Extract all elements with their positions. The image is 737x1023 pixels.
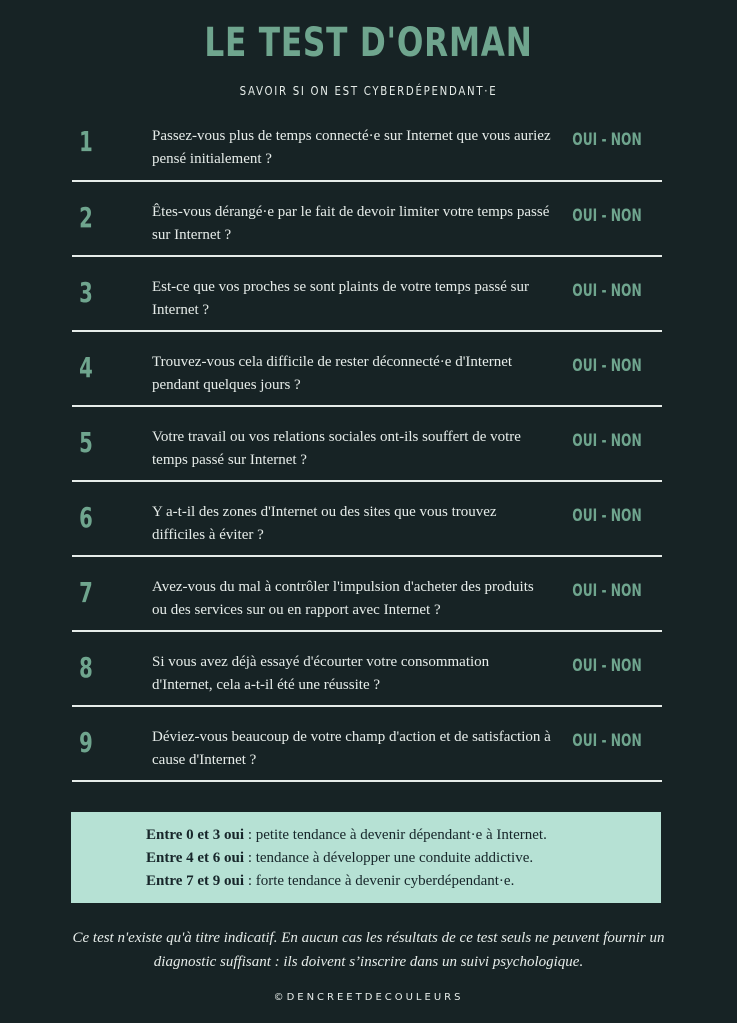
question-row-3	[72, 257, 662, 332]
answer-options: OUI - NON	[572, 506, 642, 526]
result-description: : tendance à développer une conduite addictive.	[244, 850, 534, 866]
page-title: LE TEST D'ORMAN	[204, 20, 533, 66]
result-range: Entre 7 et 9 oui	[146, 873, 245, 889]
question-text: Est-ce que vos proches se sont plaints de votre temps passé sur Internet ?	[152, 279, 529, 318]
answer-options: OUI - NON	[572, 431, 642, 451]
answer-options: OUI - NON	[572, 206, 642, 226]
question-row-4	[72, 332, 662, 407]
question-text: Si vous avez déjà essayé d'écourter votre consommation d'Internet, cela a-t-il été une réussite ?	[152, 654, 490, 693]
answer-options: OUI - NON	[572, 356, 642, 376]
question-number: 3	[79, 276, 93, 309]
result-description: : petite tendance à devenir dépendant·e à Internet.	[244, 827, 547, 843]
question-list	[72, 106, 662, 782]
question-number: 8	[79, 651, 93, 684]
result-description: : forte tendance à devenir cyberdépendant·e.	[244, 873, 515, 889]
question-row-5	[72, 407, 662, 482]
result-range: Entre 0 et 3 oui	[146, 827, 245, 843]
question-number: 6	[79, 501, 93, 534]
question-number: 1	[79, 125, 93, 158]
question-row-1	[72, 106, 662, 182]
answer-options: OUI - NON	[572, 130, 642, 150]
results-box	[71, 812, 661, 903]
result-line-3	[146, 870, 661, 893]
result-line-1	[146, 824, 661, 847]
answer-options: OUI - NON	[572, 656, 642, 676]
question-row-2	[72, 182, 662, 257]
question-text: Déviez-vous beaucoup de votre champ d'action et de satisfaction à cause d'Internet ?	[152, 729, 551, 768]
question-row-8	[72, 632, 662, 707]
question-text: Trouvez-vous cela difficile de rester déconnecté·e d'Internet pendant quelques jours ?	[152, 354, 513, 393]
disclaimer-text: Ce test n'existe qu'à titre indicatif. En aucun cas les résultats de ce test seuls ne peuvent fournir un diagnostic suffisant : ils doivent s’inscrire dans un suivi psychologique.	[72, 930, 665, 970]
question-number: 5	[79, 426, 93, 459]
question-text: Êtes-vous dérangé·e par le fait de devoir limiter votre temps passé sur Internet ?	[152, 204, 550, 243]
question-text: Y a-t-il des zones d'Internet ou des sites que vous trouvez difficiles à éviter ?	[152, 504, 497, 543]
result-line-2	[146, 847, 661, 870]
result-range: Entre 4 et 6 oui	[146, 850, 245, 866]
question-number: 4	[79, 351, 93, 384]
question-number: 2	[79, 201, 93, 234]
question-text: Passez-vous plus de temps connecté·e sur Internet que vous auriez pensé initialement ?	[152, 128, 551, 167]
question-text: Votre travail ou vos relations sociales ont-ils souffert de votre temps passé sur Internet ?	[152, 429, 521, 468]
question-row-6	[72, 482, 662, 557]
question-text: Avez-vous du mal à contrôler l'impulsion d'acheter des produits ou des services sur ou en rapport avec Internet ?	[152, 579, 534, 618]
page-subtitle: SAVOIR SI ON EST CYBERDÉPENDANT·E	[239, 84, 498, 98]
question-number: 9	[79, 726, 93, 759]
question-number: 7	[79, 576, 93, 609]
question-row-7	[72, 557, 662, 632]
answer-options: OUI - NON	[572, 281, 642, 301]
question-row-9	[72, 707, 662, 782]
answer-options: OUI - NON	[572, 581, 642, 601]
credit-text: ©DENCREETDECOULEURS	[273, 992, 464, 1003]
answer-options: OUI - NON	[572, 731, 642, 751]
